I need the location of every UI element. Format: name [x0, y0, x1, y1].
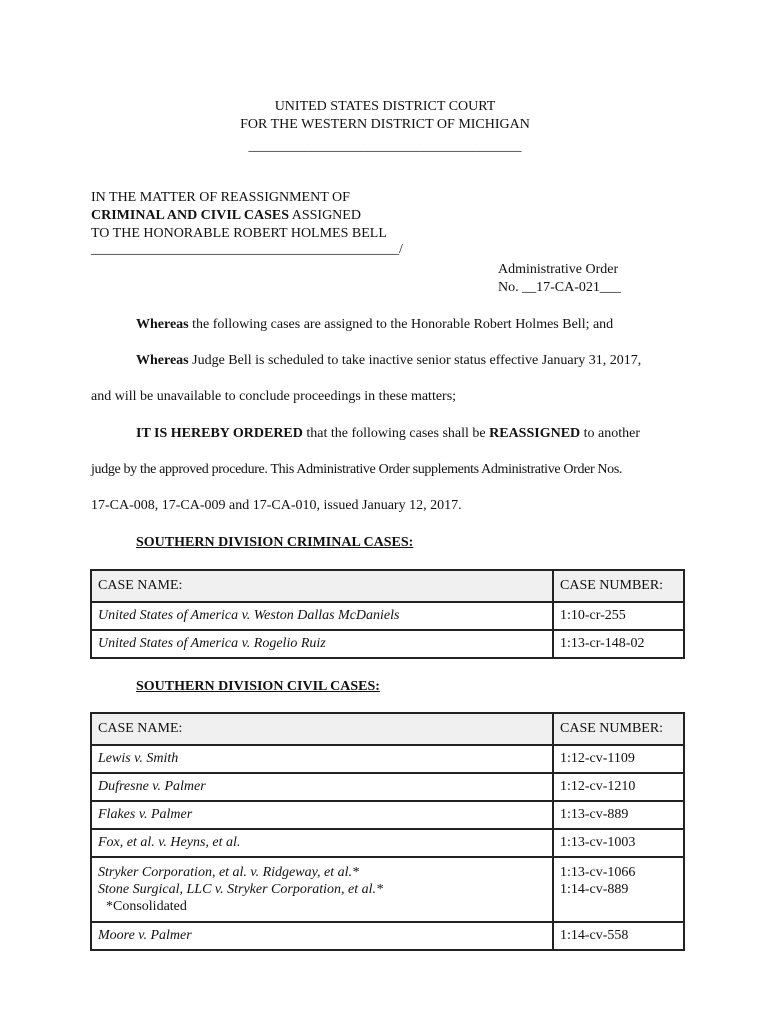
whereas-1-bold: Whereas [136, 317, 189, 332]
paragraph-whereas-2-cont: and will be unavailable to conclude proceedings in these matters; [91, 389, 457, 404]
criminal-cases-heading: SOUTHERN DIVISION CRIMINAL CASES: [136, 535, 414, 550]
court-district: FOR THE WESTERN DISTRICT OF MICHIGAN [240, 117, 530, 132]
case-name: United States of America v. Rogelio Ruiz [91, 630, 553, 658]
table-row [91, 773, 684, 801]
civil-cases-heading: SOUTHERN DIVISION CIVIL CASES: [136, 679, 380, 694]
table-row-consolidated [91, 857, 684, 922]
paragraph-whereas-1 [136, 316, 613, 334]
case-number: 1:13-cr-148-02 [553, 630, 684, 658]
case-name: Fox, et al. v. Heyns, et al. [91, 829, 553, 857]
caption-line-2-rest: ASSIGNED [289, 208, 361, 223]
table-row [91, 801, 684, 829]
caption-line-2 [91, 207, 361, 225]
case-name: Dufresne v. Palmer [91, 773, 553, 801]
whereas-2-text: Judge Bell is scheduled to take inactive senior status effective January 31, 2017, [188, 353, 642, 368]
whereas-2-bold: Whereas [136, 353, 189, 368]
caption-line-3: TO THE HONORABLE ROBERT HOLMES BELL [91, 226, 387, 241]
case-number: 1:13-cv-889 [553, 801, 684, 829]
case-number: 1:14-cv-889 [560, 882, 629, 897]
caption-line-1: IN THE MATTER OF REASSIGNMENT OF [91, 190, 350, 205]
case-name: Lewis v. Smith [91, 745, 553, 773]
paragraph-order [136, 425, 640, 443]
table-header-row [91, 570, 684, 602]
civil-cases-table [90, 712, 685, 951]
consolidated-case-names [91, 857, 553, 922]
column-header-case-name: CASE NAME: [91, 570, 553, 602]
order-text-mid: that the following cases shall be [302, 426, 490, 441]
order-bold-2: REASSIGNED [489, 426, 581, 441]
case-name: Stryker Corporation, et al. v. Ridgeway, et al.* [98, 865, 360, 880]
case-name: Flakes v. Palmer [91, 801, 553, 829]
case-name: United States of America v. Weston Dallas McDaniels [91, 602, 553, 630]
consolidated-note: *Consolidated [106, 899, 187, 914]
order-no-prefix: No. [498, 280, 523, 295]
caption-rule: ____________________________________________/ [91, 242, 403, 257]
table-row [91, 602, 684, 630]
table-row [91, 922, 684, 950]
whereas-1-text: the following cases are assigned to the Honorable Robert Holmes Bell; and [188, 317, 614, 332]
header-rule: _______________________________________ [248, 139, 522, 154]
case-number: 1:13-cv-1003 [553, 829, 684, 857]
table-header-row [91, 713, 684, 745]
case-name: Stone Surgical, LLC v. Stryker Corporation, et al.* [98, 882, 384, 897]
case-name: Moore v. Palmer [91, 922, 553, 950]
consolidated-case-numbers [553, 857, 684, 922]
criminal-cases-table [90, 569, 685, 659]
case-number: 1:14-cv-558 [553, 922, 684, 950]
order-bold-1: IT IS HEREBY ORDERED [136, 426, 303, 441]
order-label: Administrative Order [498, 262, 619, 277]
paragraph-order-cont-1: judge by the approved procedure. This Administrative Order supplements Administrative Order Nos. [91, 462, 623, 477]
column-header-case-number: CASE NUMBER: [553, 713, 684, 745]
order-number-line [498, 279, 621, 297]
case-number: 1:12-cv-1210 [553, 773, 684, 801]
paragraph-order-cont-2: 17-CA-008, 17-CA-009 and 17-CA-010, issued January 12, 2017. [91, 498, 462, 513]
case-number: 1:13-cv-1066 [560, 865, 636, 880]
table-row [91, 745, 684, 773]
table-row [91, 630, 684, 658]
order-number: __17-CA-021___ [522, 280, 621, 295]
paragraph-whereas-2 [136, 352, 641, 370]
case-number: 1:12-cv-1109 [553, 745, 684, 773]
order-text-end: to another [580, 426, 641, 441]
case-number: 1:10-cr-255 [553, 602, 684, 630]
table-row [91, 829, 684, 857]
caption-bold-text: CRIMINAL AND CIVIL CASES [91, 208, 289, 223]
column-header-case-name: CASE NAME: [91, 713, 553, 745]
column-header-case-number: CASE NUMBER: [553, 570, 684, 602]
court-name: UNITED STATES DISTRICT COURT [274, 99, 496, 114]
